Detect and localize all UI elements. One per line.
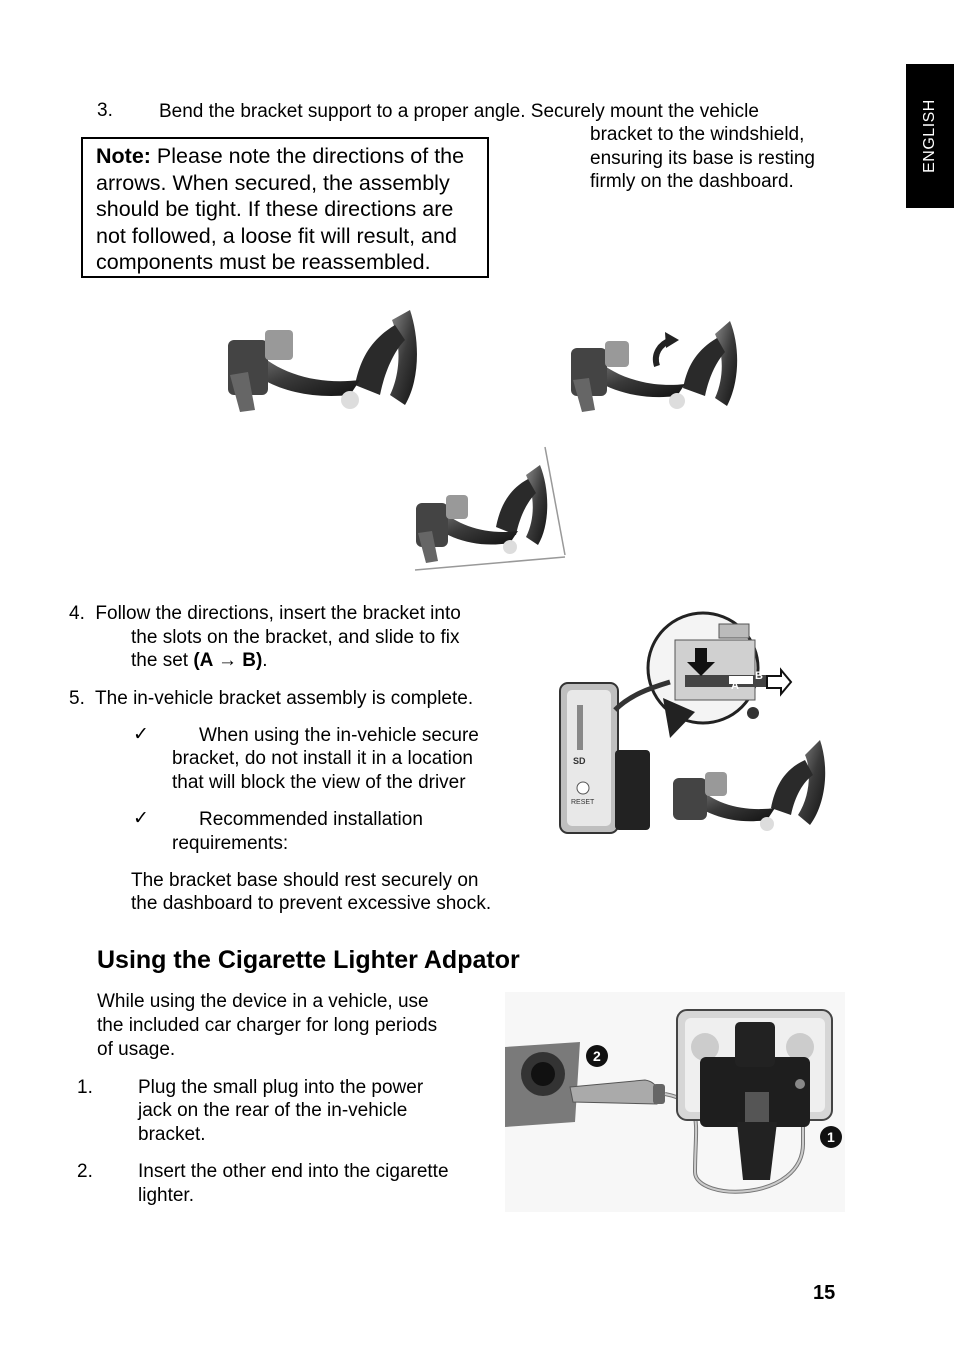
bracket-illustration-3 xyxy=(410,445,570,575)
tip1-line3: that will block the view of the driver xyxy=(172,772,466,793)
language-tab-label: ENGLISH xyxy=(921,99,938,173)
step3-number: 3. xyxy=(97,100,113,121)
tips-extra-line1: The bracket base should rest securely on xyxy=(131,870,479,891)
note-label: Note: xyxy=(96,144,151,168)
item1-line2: jack on the rear of the in-vehicle xyxy=(138,1100,408,1121)
label-a: A xyxy=(731,680,739,692)
note-text: Please note the directions of the arrows. When secured, the assembly should be tight. If these directions are not followed, a loose fit will result, and components must be reassembled. xyxy=(96,144,465,274)
step3-line2: bracket to the windshield, xyxy=(590,124,805,145)
tip1-line2: bracket, do not install it in a location xyxy=(172,748,474,769)
tip1-check-icon: ✓ xyxy=(133,724,149,745)
tips-extra-line2: the dashboard to prevent excessive shock. xyxy=(131,893,492,914)
step3-line1: Bend the bracket support to a proper angle. Securely mount the vehicle xyxy=(159,101,759,122)
callout-1: 1 xyxy=(827,1129,835,1145)
item2-line2: lighter. xyxy=(138,1185,194,1206)
step4-line3: the set (A → B). xyxy=(131,650,268,671)
item2-line1: Insert the other end into the cigarette xyxy=(138,1161,449,1182)
bracket-illustration-1 xyxy=(220,300,425,420)
step4-line2: the slots on the bracket, and slide to fix xyxy=(131,627,460,648)
bracket-insertion-diagram xyxy=(555,610,845,850)
car-charger-illustration xyxy=(505,992,845,1212)
item1-line1: Plug the small plug into the power xyxy=(138,1077,424,1098)
item1-line3: bracket. xyxy=(138,1124,206,1145)
item1-number: 1. xyxy=(77,1077,93,1098)
bracket-illustration-2 xyxy=(565,316,745,418)
intro-line1: While using the device in a vehicle, use xyxy=(97,991,429,1012)
tip1-line1: When using the in-vehicle secure xyxy=(199,725,479,746)
page-number: 15 xyxy=(813,1282,836,1304)
tip2-line2: requirements: xyxy=(172,833,289,854)
step3-line3: ensuring its base is resting xyxy=(590,148,815,169)
tip2-check-icon: ✓ xyxy=(133,808,149,829)
step5-text: 5. The in-vehicle bracket assembly is complete. xyxy=(69,688,474,709)
intro-line3: of usage. xyxy=(97,1039,176,1060)
note-box xyxy=(81,137,489,278)
reset-label: RESET xyxy=(571,799,595,806)
language-tab xyxy=(906,64,954,208)
label-b: B xyxy=(755,670,763,682)
step4-line1: 4. Follow the directions, insert the bracket into xyxy=(69,603,461,624)
item2-number: 2. xyxy=(77,1161,93,1182)
section-title: Using the Cigarette Lighter Adpator xyxy=(97,946,520,974)
intro-line2: the included car charger for long periods xyxy=(97,1015,438,1036)
sd-label: SD xyxy=(573,756,586,766)
callout-2: 2 xyxy=(593,1048,601,1064)
step3-line4: firmly on the dashboard. xyxy=(590,171,794,192)
tip2-line1: Recommended installation xyxy=(199,809,423,830)
